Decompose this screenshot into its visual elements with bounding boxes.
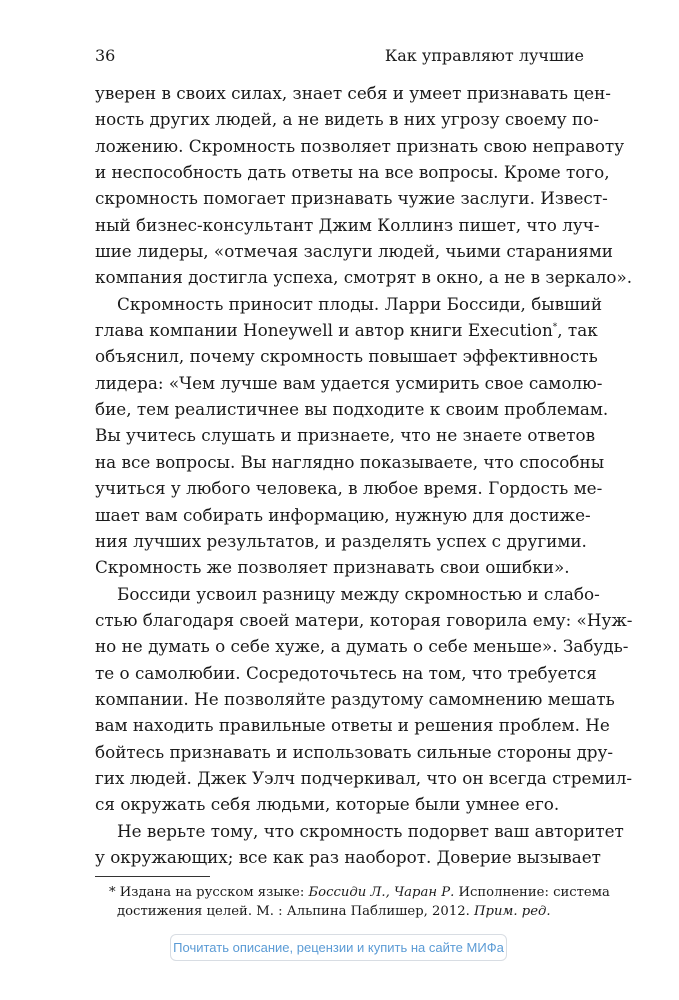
- footnote-line: [95, 902, 584, 921]
- line-text-tail: , так: [557, 320, 598, 341]
- footnote: [95, 883, 610, 921]
- text-line: те о самолюбии. Сосредоточьтесь на том, что требуется: [95, 662, 597, 683]
- footnote-reference-mark: *: [552, 322, 558, 333]
- text-line: учиться у любого человека, в любое время. Гордость ме-: [95, 478, 603, 499]
- footnote-line: [95, 883, 610, 902]
- text-line: Скромность же позволяет признавать свои ошибки».: [95, 557, 570, 578]
- text-line: у окружающих; все как раз наоборот. Доверие вызывает: [95, 846, 601, 867]
- text-line: стью благодаря своей матери, которая говорила ему: «Нуж-: [95, 609, 633, 630]
- text-line: Вы учитесь слушать и признаете, что не знаете ответов: [95, 425, 596, 446]
- page-number: 36: [95, 46, 116, 65]
- text-line: ность других людей, а не видеть в них угрозу своему по-: [95, 109, 599, 130]
- page-header: [95, 46, 584, 68]
- footnote-text: Исполнение: система: [454, 885, 610, 900]
- text-line: уверен в своих силах, знает себя и умеет признавать цен-: [95, 83, 611, 103]
- footnote-authors: Боссиди Л., Чаран Р.: [308, 885, 455, 900]
- text-line: Не верьте тому, что скромность подорвет ваш авторитет: [117, 820, 624, 841]
- text-line: вам находить правильные ответы и решения проблем. Не: [95, 715, 610, 736]
- footnote-text: достижения целей. М. : Альпина Паблишер, 2012.: [117, 904, 474, 919]
- text-line: объяснил, почему скромность повышает эффективность: [95, 346, 598, 367]
- text-line: шает вам собирать информацию, нужную для достиже-: [95, 504, 591, 525]
- text-line: ния лучших результатов, и разделять успех с другими.: [95, 530, 587, 551]
- text-line: гих людей. Джек Уэлч подчеркивал, что он всегда стремил-: [95, 767, 633, 788]
- text-line: но не думать о себе хуже, а думать о себе меньше». Забудь-: [95, 636, 629, 657]
- footnote-editor-note: Прим. ред.: [474, 904, 551, 919]
- text-line: и неспособность дать ответы на все вопросы. Кроме того,: [95, 162, 610, 183]
- text-line: шие лидеры, «отмечая заслуги людей, чьими стараниями: [95, 241, 613, 262]
- text-line: ся окружать себя людьми, которые были умнее его.: [95, 794, 560, 815]
- line-text: глава компании Honeywell и автор книги Execution: [95, 320, 553, 341]
- text-line: компании. Не позволяйте раздутому самомнению мешать: [95, 688, 615, 709]
- running-title: Как управляют лучшие: [384, 46, 584, 65]
- text-line-with-footnote-ref: [95, 317, 598, 343]
- text-line: на все вопросы. Вы наглядно показываете, что способны: [95, 451, 605, 472]
- text-line: ный бизнес-консультант Джим Коллинз пишет, что луч-: [95, 214, 600, 235]
- text-line: Скромность приносит плоды. Ларри Боссиди, бывший: [117, 293, 603, 314]
- footnote-text: Издана на русском языке:: [119, 885, 309, 900]
- footnote-divider: [95, 876, 210, 877]
- text-line: компания достигла успеха, смотрят в окно, а не в зеркало».: [95, 267, 633, 288]
- text-line: лидера: «Чем лучше вам удается усмирить свое самолю-: [95, 372, 603, 393]
- text-line: бойтесь признавать и использовать сильные стороны дру-: [95, 741, 614, 762]
- text-line: Боссиди усвоил разницу между скромностью и слабо-: [117, 583, 600, 604]
- text-line: ложению. Скромность позволяет признать свою неправоту: [95, 135, 625, 156]
- body-text: [95, 80, 633, 870]
- text-line: скромность помогает признавать чужие заслуги. Извест-: [95, 188, 608, 209]
- footnote-mark: *: [109, 885, 116, 900]
- read-more-link-button[interactable]: Почитать описание, рецензии и купить на сайте МИФа: [170, 934, 507, 961]
- text-line: бие, тем реалистичнее вы подходите к своим проблемам.: [95, 399, 609, 420]
